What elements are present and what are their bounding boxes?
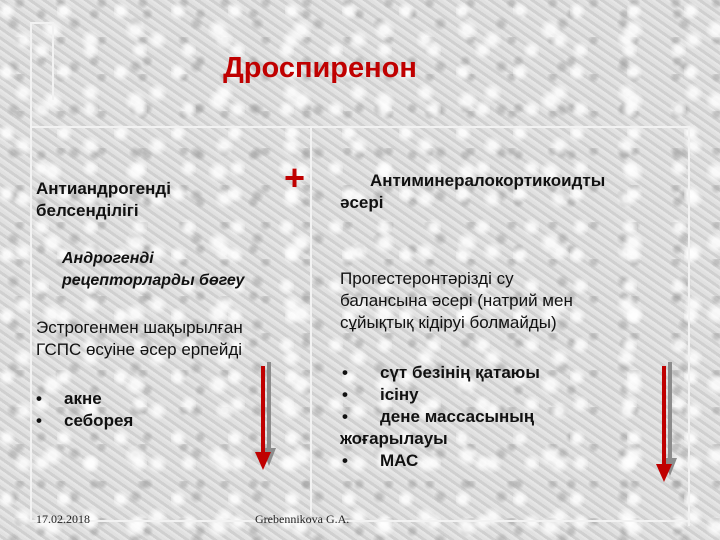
list-item-continuation: жоғарылауы [340,429,448,448]
list-item [340,384,540,406]
bullet-icon: • [342,407,348,426]
antiandrogen-heading-line2: белсенділігі [36,201,139,220]
estrogen-shbg-line2: ГСПС өсуіне әсер ерпейді [36,340,243,359]
slide-title: Дроспиренон [223,52,417,84]
frame-line-center [310,126,312,516]
androgen-receptor-line2: рецепторларды бөгеу [62,272,245,289]
estrogen-shbg-line1: Эстрогенмен шақырылған [36,318,243,337]
right-bullet-list [340,362,540,472]
bullet-icon: • [36,411,42,430]
list-item [340,362,540,384]
antiandrogen-heading-line1: Антиандрогенді [36,179,171,198]
list-item-label: МАС [380,451,419,470]
plus-icon: + [284,157,306,198]
list-item-label: акне [64,389,102,408]
bullet-icon: • [342,385,348,404]
androgen-receptor-subheading [62,248,244,292]
list-item-label: дене массасының [380,407,535,426]
bullet-icon: • [342,363,348,382]
frame-line-top [30,22,54,24]
list-item-label: сүт безінің қатаюы [380,363,540,382]
list-item [340,450,540,472]
water-balance-text [340,268,573,334]
antiandrogen-heading [36,178,171,222]
frame-line-left-outer [30,22,32,520]
antimineralocorticoid-heading-line1: Антиминералокортикоидты [370,171,606,190]
estrogen-shbg-text [36,317,243,361]
androgen-receptor-line1: Андрогенді [62,250,154,267]
frame-line-header [30,126,690,128]
water-balance-line2: балансына әсері (натрий мен [340,291,573,310]
antimineralocorticoid-heading-line2: әсері [340,193,384,212]
list-item [36,388,133,410]
water-balance-line1: Прогестеронтәрізді су [340,269,514,288]
bullet-icon: • [36,389,42,408]
list-item [36,410,133,432]
arrow-down-red-right [656,366,672,484]
frame-line-right [688,126,690,526]
frame-line-left-inner [52,22,54,100]
arrow-down-red-left [255,366,271,472]
list-item [340,406,540,428]
water-balance-line3: сұйықтық кідіруі болмайды) [340,313,557,332]
antimineralocorticoid-heading [340,170,605,214]
footer-date: 17.02.2018 [36,512,90,526]
list-item-label: ісіну [380,385,419,404]
left-bullet-list [36,388,133,432]
list-item-label: себорея [64,411,134,430]
frame-line-bottom [30,520,690,522]
bullet-icon: • [342,451,348,470]
footer-author: Grebennikova G.A. [255,512,350,526]
